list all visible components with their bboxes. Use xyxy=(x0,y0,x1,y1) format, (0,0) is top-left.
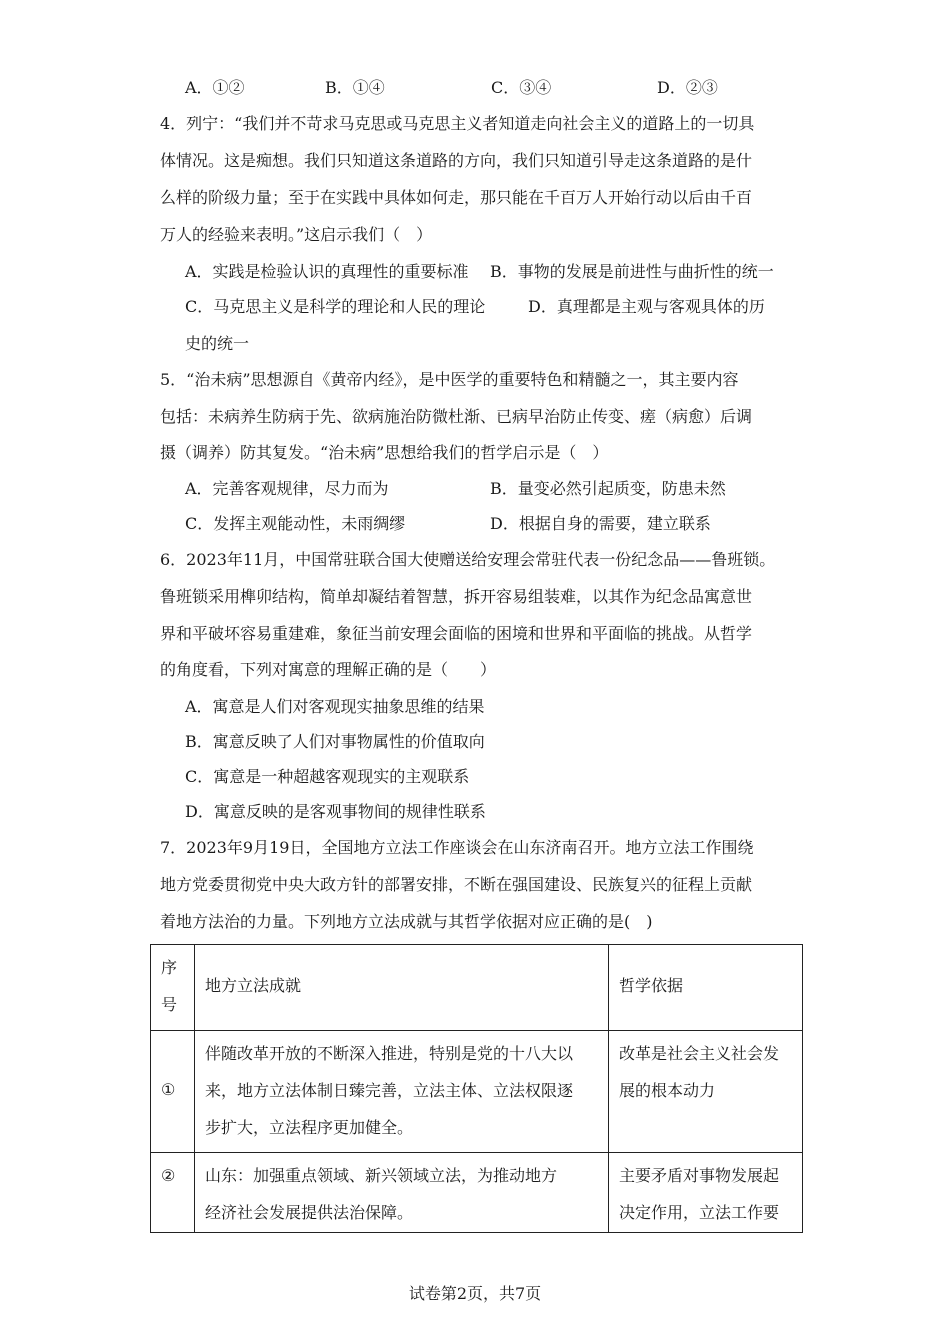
header-number-line: 序 xyxy=(161,958,178,977)
cell-line: 来，地方立法体制日臻完善，立法主体、立法权限逐 xyxy=(205,1081,574,1100)
q6-stem-line: 6．2023年11月，中国常驻联合国大使赠送给安理会常驻代表一份纪念品——鲁班锁。 xyxy=(160,550,776,569)
q7-stem-line: 地方党委贯彻党中央大政方针的部署安排，不断在强国建设、民族复兴的征程上贡献 xyxy=(160,875,753,894)
row-achievement xyxy=(195,1031,609,1153)
q6-option-c: C．寓意是一种超越客观现实的主观联系 xyxy=(185,767,470,786)
q3-option-b: B．①④ xyxy=(325,78,385,97)
cell-line: 经济社会发展提供法治保障。 xyxy=(205,1203,414,1222)
cell-line: 主要矛盾对事物发展起 xyxy=(619,1166,780,1185)
header-basis: 哲学依据 xyxy=(609,945,803,1031)
q4-stem-line: 么样的阶级力量；至于在实践中具体如何走，那只能在千百万人开始行动以后由千百 xyxy=(160,188,753,207)
q6-option-d: D．寓意反映的是客观事物间的规律性联系 xyxy=(185,802,486,821)
table-row xyxy=(151,1031,803,1153)
cell-line: 步扩大，立法程序更加健全。 xyxy=(205,1118,414,1137)
q5-option-a: A．完善客观规律，尽力而为 xyxy=(185,479,389,498)
q4-option-d-continued: 史的统一 xyxy=(185,334,250,353)
q4-stem-line: 体情况。这是痴想。我们只知道这条道路的方向，我们只知道引导走这条道路的是什 xyxy=(160,151,753,170)
cell-line: 决定作用，立法工作要 xyxy=(619,1203,780,1222)
header-achievement: 地方立法成就 xyxy=(195,945,609,1031)
q6-stem-line: 的角度看，下列对寓意的理解正确的是（ ） xyxy=(160,660,497,679)
q7-stem-line: 7．2023年9月19日，全国地方立法工作座谈会在山东济南召开。地方立法工作围绕 xyxy=(160,838,754,857)
q6-option-b: B．寓意反映了人们对事物属性的价值取向 xyxy=(185,732,485,751)
header-number-cell xyxy=(151,945,195,1031)
cell-line: 伴随改革开放的不断深入推进，特别是党的十八大以 xyxy=(205,1044,574,1063)
q4-option-d: D．真理都是主观与客观具体的历 xyxy=(528,297,765,316)
q4-stem-line: 万人的经验来表明。”这启示我们（ ） xyxy=(160,225,433,244)
table-row xyxy=(151,1153,803,1233)
row-basis xyxy=(609,1153,803,1233)
q3-option-c: C．③④ xyxy=(491,78,552,97)
q4-stem-line: 4．列宁：“我们并不苛求马克思或马克思主义者知道走向社会主义的道路上的一切具 xyxy=(160,114,755,133)
legislation-table xyxy=(150,944,803,1233)
q6-stem-line: 鲁班锁采用榫卯结构，简单却凝结着智慧，拆开容易组装难，以其作为纪念品寓意世 xyxy=(160,587,753,606)
q5-option-d: D．根据自身的需要，建立联系 xyxy=(490,514,711,533)
page-footer: 试卷第2页，共7页 xyxy=(408,1284,542,1303)
q6-stem-line: 界和平破坏容易重建难，象征当前安理会面临的困境和世界和平面临的挑战。从哲学 xyxy=(160,624,753,643)
q3-option-a: A．①② xyxy=(185,78,245,97)
header-number-line: 号 xyxy=(161,995,178,1014)
q3-option-d: D．②③ xyxy=(657,78,718,97)
q7-stem-line: 着地方法治的力量。下列地方立法成就与其哲学依据对应正确的是( ) xyxy=(160,912,653,931)
q5-stem-line: 包括：未病养生防病于先、欲病施治防微杜渐、已病早治防止传变、瘥（病愈）后调 xyxy=(160,407,753,426)
cell-line: 改革是社会主义社会发 xyxy=(619,1044,780,1063)
cell-line: 展的根本动力 xyxy=(619,1081,716,1100)
table-header-row xyxy=(151,945,803,1031)
row-number: ① xyxy=(151,1031,195,1153)
q5-stem-line: 5．“治未病”思想源自《黄帝内经》，是中医学的重要特色和精髓之一，其主要内容 xyxy=(160,370,739,389)
q4-option-b: B．事物的发展是前进性与曲折性的统一 xyxy=(490,262,774,281)
row-number: ② xyxy=(151,1153,195,1233)
cell-line: 山东：加强重点领域、新兴领域立法，为推动地方 xyxy=(205,1166,558,1185)
q5-option-c: C．发挥主观能动性，未雨绸缪 xyxy=(185,514,406,533)
q4-option-a: A．实践是检验认识的真理性的重要标准 xyxy=(185,262,469,281)
row-basis xyxy=(609,1031,803,1153)
row-achievement xyxy=(195,1153,609,1233)
q5-option-b: B．量变必然引起质变，防患未然 xyxy=(490,479,726,498)
q5-stem-line: 摄（调养）防其复发。“治未病”思想给我们的哲学启示是（ ） xyxy=(160,443,609,462)
q4-option-c: C．马克思主义是科学的理论和人民的理论 xyxy=(185,297,486,316)
q6-option-a: A．寓意是人们对客观现实抽象思维的结果 xyxy=(185,697,485,716)
